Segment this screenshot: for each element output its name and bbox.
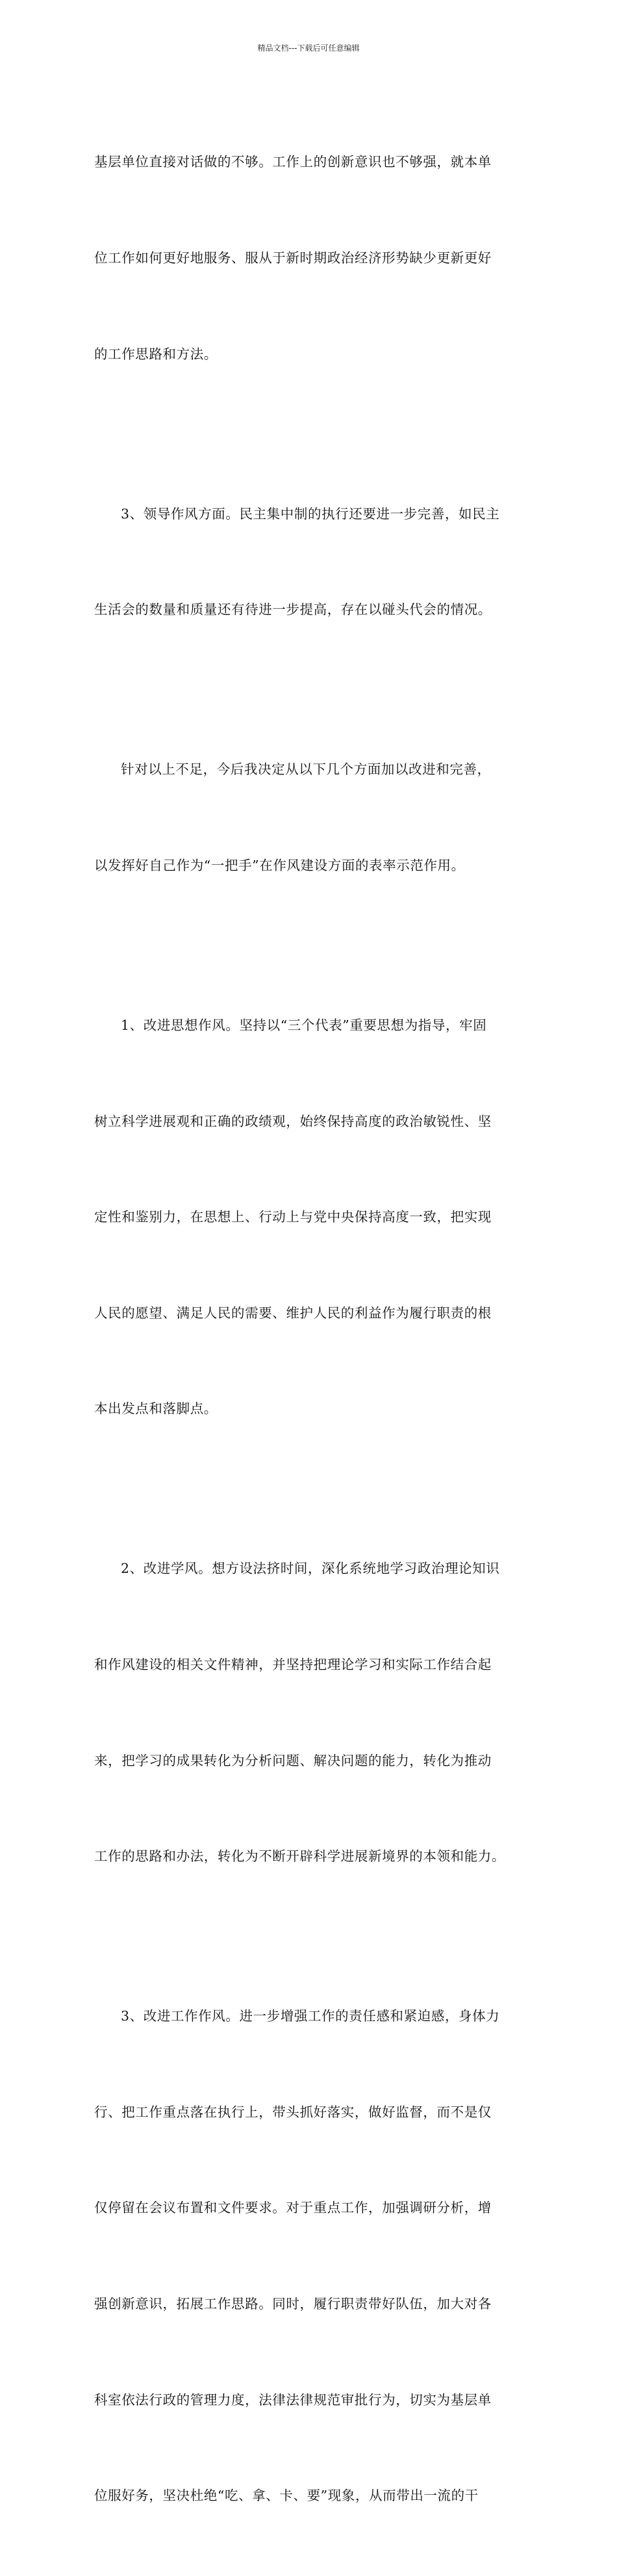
page-header: 精品文档---下载后可任意编辑	[257, 44, 360, 53]
text-line: 仅停留在会议布置和文件要求。对于重点工作，加强调研分析，增	[94, 2200, 492, 2216]
text-line: 基层单位直接对话做的不够。工作上的创新意识也不够强，就本单	[94, 154, 492, 170]
text-line: 工作的思路和办法，转化为不断开辟科学进展新境界的本领和能力。	[94, 1848, 505, 1865]
text-line: 行、把工作重点落在执行上，带头抓好落实，做好监督，而不是仅	[94, 2104, 492, 2120]
text-line: 定性和鉴别力，在思想上、行动上与党中央保持高度一致，把实现	[94, 1209, 492, 1225]
text-line: 位工作如何更好地服务、服从于新时期政治经济形势缺少更新更好	[94, 250, 492, 266]
text-line: 3、改进工作作风。进一步增强工作的责任感和紧迫感，身体力	[121, 2008, 500, 2024]
text-line: 来，把学习的成果转化为分析问题、解决问题的能力，转化为推动	[94, 1752, 492, 1768]
paragraph-1	[94, 83, 526, 434]
text-line: 3、领导作风方面。民主集中制的执行还要进一步完善，如民主	[121, 505, 500, 522]
text-line: 树立科学进展观和正确的政绩观，始终保持高度的政治敏锐性、坚	[94, 1113, 492, 1129]
text-line: 以发挥好自己作为“一把手”在作风建设方面的表率示范作用。	[94, 857, 465, 873]
text-line: 1、改进思想作风。坚持以“三个代表”重要思想为指导，牢固	[121, 1017, 487, 1033]
text-line: 和作风建设的相关文件精神，并坚持把理论学习和实际工作结合起	[94, 1656, 492, 1672]
paragraph-3	[94, 690, 526, 946]
text-line: 生活会的数量和质量还有待进一步提高，存在以碰头代会的情况。	[94, 602, 492, 618]
text-line: 2、改进学风。想方设法挤时间，深化系统地学习政治理论知识	[121, 1561, 500, 1577]
text-line: 强创新意识，拓展工作思路。同时，履行职责带好队伍，加大对各	[94, 2296, 492, 2312]
paragraph-2	[94, 434, 526, 690]
text-line: 的工作思路和方法。	[94, 346, 218, 362]
document-body	[94, 83, 526, 2576]
text-line: 针对以上不足，今后我决定从以下几个方面加以改进和完善，	[121, 761, 491, 778]
text-line: 本出发点和落脚点。	[94, 1401, 218, 1417]
text-line: 科室依法行政的管理力度，法律法律规范审批行为，切实为基层单	[94, 2391, 492, 2408]
text-line: 人民的愿望、满足人民的需要、维护人民的利益作为履行职责的根	[94, 1305, 492, 1321]
paragraph-6	[94, 1937, 526, 2576]
paragraph-5	[94, 1489, 526, 1937]
paragraph-4	[94, 945, 526, 1488]
text-line: 位服好务，坚决杜绝“吃、拿、卡、要”现象，从而带出一流的干	[94, 2488, 479, 2504]
